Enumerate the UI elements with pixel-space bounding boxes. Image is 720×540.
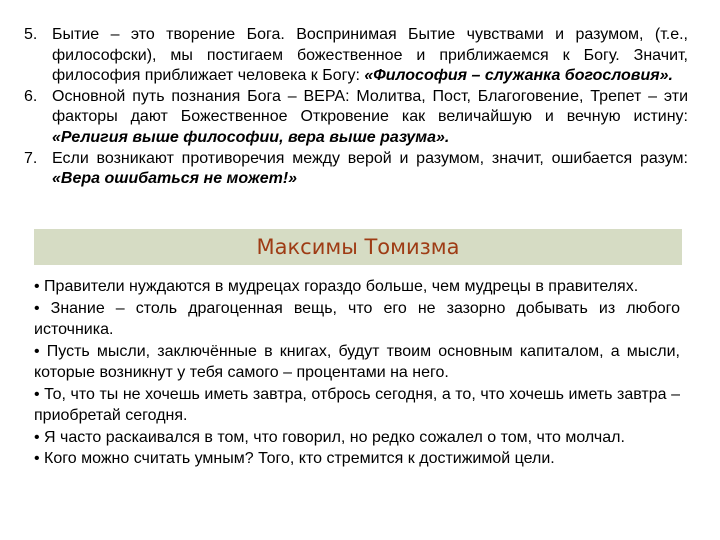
thesis-item-6 bbox=[24, 87, 688, 149]
maxim-item: • То, что ты не хочешь иметь завтра, отбрось сегодня, а то, что хочешь иметь завтра – приобретай сегодня. bbox=[34, 385, 680, 424]
thesis-list bbox=[24, 25, 688, 190]
section-banner bbox=[34, 229, 682, 265]
item-text: Бытие – это творение Бога. Воспринимая Бытие чувствами и разумом, (т.е., философски), мы постигаем божественное и приближаемся к Богу. Значит, философия приближает человека к Богу: bbox=[52, 26, 688, 85]
maxim-item: • Правители нуждаются в мудрецах гораздо больше, чем мудрецы в правителях. bbox=[34, 278, 639, 295]
maxim-item: • Я часто раскаивался в том, что говорил, но редко сожалел о том, что молчал. bbox=[34, 428, 625, 446]
item-text: Основной путь познания Бога – ВЕРА: Молитва, Пост, Благоговение, Трепет – эти факторы дают Божественное Откровение как величайшую и вечную истину: bbox=[52, 87, 688, 126]
item-number: 5. bbox=[24, 26, 38, 43]
maxims-list bbox=[34, 276, 680, 470]
item-number: 6. bbox=[24, 87, 38, 105]
item-emphasis: «Религия выше философии, вера выше разума». bbox=[52, 128, 450, 146]
maxim-item: • Знание – столь драгоценная вещь, что его не зазорно добывать из любого источника. bbox=[34, 299, 680, 338]
item-emphasis: «Философия – служанка богословия». bbox=[364, 67, 673, 85]
thesis-item-5 bbox=[24, 25, 688, 87]
thesis-item-7 bbox=[24, 149, 688, 190]
maxim-item: • Пусть мысли, заключённые в книгах, будут твоим основным капиталом, а мысли, которые возникнут у тебя самого – процентами на него. bbox=[34, 342, 680, 381]
item-text: Если возникают противоречия между верой и разумом, значит, ошибается разум: bbox=[52, 149, 688, 167]
item-emphasis: «Вера ошибаться не может!» bbox=[52, 170, 298, 188]
section-title: Максимы Томизма bbox=[256, 235, 460, 259]
maxim-item: • Кого можно считать умным? Того, кто стремится к достижимой цели. bbox=[34, 450, 555, 467]
item-number: 7. bbox=[24, 149, 38, 167]
